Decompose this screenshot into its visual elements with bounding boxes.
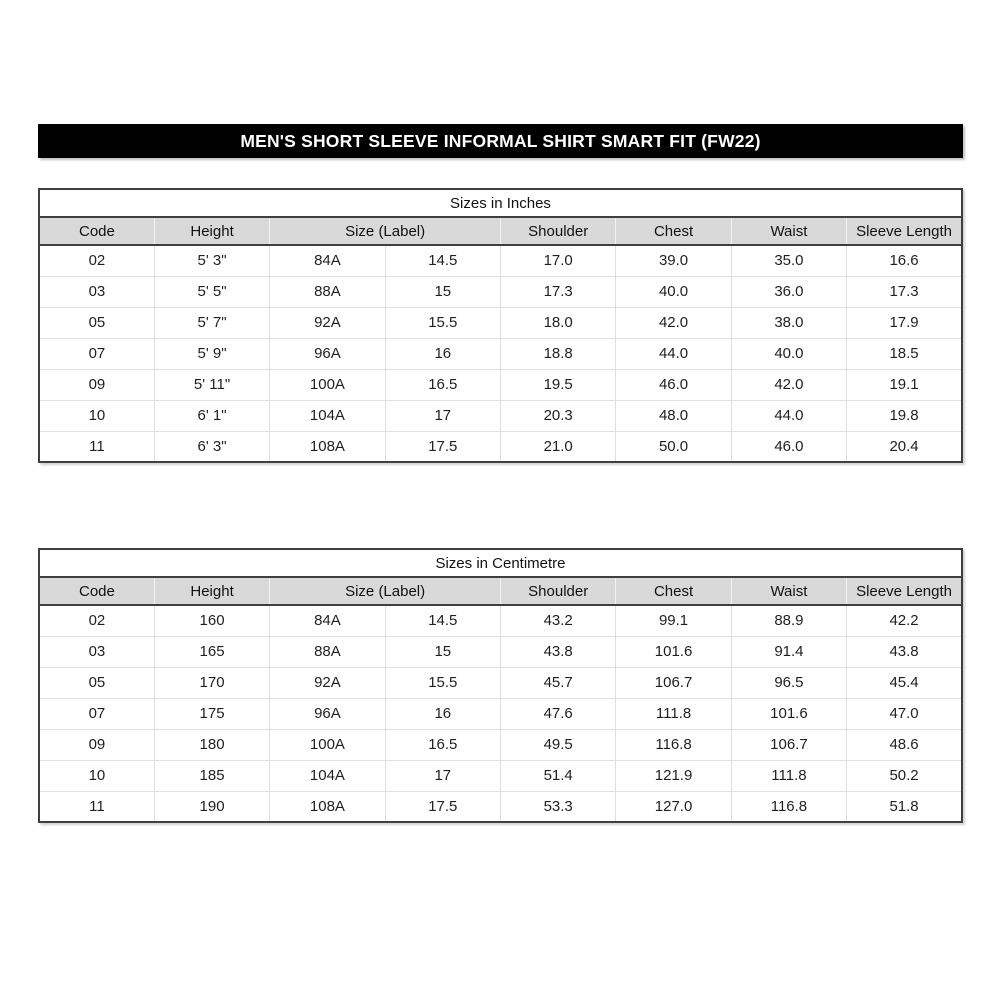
cell: 43.8	[501, 636, 616, 667]
cell: 116.8	[731, 791, 846, 822]
cell: 11	[39, 431, 154, 462]
cell: 6' 1"	[154, 400, 269, 431]
cell: 111.8	[731, 760, 846, 791]
cell: 42.2	[847, 605, 962, 636]
cell: 45.7	[501, 667, 616, 698]
cell: 05	[39, 307, 154, 338]
cell: 49.5	[501, 729, 616, 760]
column-header-height: Height	[154, 217, 269, 245]
cell: 96.5	[731, 667, 846, 698]
cell: 17.5	[385, 431, 500, 462]
cell: 17	[385, 400, 500, 431]
cell: 19.8	[847, 400, 962, 431]
cell: 42.0	[731, 369, 846, 400]
cell: 47.0	[847, 698, 962, 729]
table-body	[39, 245, 962, 462]
cell: 104A	[270, 760, 385, 791]
cell: 106.7	[731, 729, 846, 760]
cell: 5' 11"	[154, 369, 269, 400]
cell: 48.6	[847, 729, 962, 760]
cell: 111.8	[616, 698, 731, 729]
cell: 14.5	[385, 605, 500, 636]
cell: 44.0	[731, 400, 846, 431]
cell: 18.0	[501, 307, 616, 338]
table-row	[39, 729, 962, 760]
cell: 36.0	[731, 276, 846, 307]
cell: 16	[385, 698, 500, 729]
cell: 10	[39, 760, 154, 791]
sizes-in-centimetre-table	[38, 548, 963, 823]
column-header-height: Height	[154, 577, 269, 605]
cell: 19.5	[501, 369, 616, 400]
table-row	[39, 369, 962, 400]
column-header-row	[39, 217, 962, 245]
column-header-waist: Waist	[731, 217, 846, 245]
cell: 38.0	[731, 307, 846, 338]
cell: 101.6	[616, 636, 731, 667]
cell: 108A	[270, 431, 385, 462]
cell: 18.5	[847, 338, 962, 369]
cell: 100A	[270, 729, 385, 760]
table-row	[39, 760, 962, 791]
cell: 88.9	[731, 605, 846, 636]
cell: 47.6	[501, 698, 616, 729]
cell: 20.4	[847, 431, 962, 462]
sizes-in-inches-table	[38, 188, 963, 463]
cell: 20.3	[501, 400, 616, 431]
cell: 53.3	[501, 791, 616, 822]
column-header-code: Code	[39, 577, 154, 605]
cell: 44.0	[616, 338, 731, 369]
table-row	[39, 307, 962, 338]
cell: 03	[39, 636, 154, 667]
cell: 50.2	[847, 760, 962, 791]
cell: 17.0	[501, 245, 616, 276]
cell: 16	[385, 338, 500, 369]
cell: 17.3	[501, 276, 616, 307]
cell: 116.8	[616, 729, 731, 760]
cell: 19.1	[847, 369, 962, 400]
cell: 43.8	[847, 636, 962, 667]
cell: 51.4	[501, 760, 616, 791]
cell: 84A	[270, 605, 385, 636]
table-title-row	[39, 189, 962, 217]
cell: 88A	[270, 636, 385, 667]
cell: 43.2	[501, 605, 616, 636]
cell: 21.0	[501, 431, 616, 462]
column-header-shoulder: Shoulder	[501, 577, 616, 605]
cell: 16.5	[385, 369, 500, 400]
cell: 05	[39, 667, 154, 698]
cell: 108A	[270, 791, 385, 822]
table-row	[39, 338, 962, 369]
cell: 96A	[270, 698, 385, 729]
cell: 42.0	[616, 307, 731, 338]
cell: 02	[39, 245, 154, 276]
column-header-size-label: Size (Label)	[270, 577, 501, 605]
column-header-chest: Chest	[616, 577, 731, 605]
cell: 96A	[270, 338, 385, 369]
cell: 16.5	[385, 729, 500, 760]
cell: 02	[39, 605, 154, 636]
table-row	[39, 698, 962, 729]
cell: 15	[385, 276, 500, 307]
cell: 09	[39, 729, 154, 760]
cell: 18.8	[501, 338, 616, 369]
cell: 15	[385, 636, 500, 667]
cell: 14.5	[385, 245, 500, 276]
cell: 5' 9"	[154, 338, 269, 369]
table-title: Sizes in Centimetre	[39, 549, 962, 577]
cell: 46.0	[616, 369, 731, 400]
cell: 185	[154, 760, 269, 791]
cell: 15.5	[385, 667, 500, 698]
cell: 15.5	[385, 307, 500, 338]
cell: 106.7	[616, 667, 731, 698]
column-header-row	[39, 577, 962, 605]
cell: 5' 5"	[154, 276, 269, 307]
cell: 100A	[270, 369, 385, 400]
table-row	[39, 431, 962, 462]
cell: 17.5	[385, 791, 500, 822]
table-row	[39, 605, 962, 636]
cell: 39.0	[616, 245, 731, 276]
cell: 03	[39, 276, 154, 307]
cell: 6' 3"	[154, 431, 269, 462]
cell: 45.4	[847, 667, 962, 698]
cell: 180	[154, 729, 269, 760]
cell: 127.0	[616, 791, 731, 822]
cell: 5' 3"	[154, 245, 269, 276]
column-header-sleeve-length: Sleeve Length	[847, 217, 962, 245]
cell: 40.0	[616, 276, 731, 307]
cell: 16.6	[847, 245, 962, 276]
cell: 07	[39, 338, 154, 369]
page-title: MEN'S SHORT SLEEVE INFORMAL SHIRT SMART FIT (FW22)	[38, 124, 963, 158]
inches-size-table	[38, 188, 963, 463]
column-header-waist: Waist	[731, 577, 846, 605]
cell: 104A	[270, 400, 385, 431]
cell: 170	[154, 667, 269, 698]
cell: 07	[39, 698, 154, 729]
table-row	[39, 667, 962, 698]
table-row	[39, 245, 962, 276]
cell: 92A	[270, 667, 385, 698]
cell: 11	[39, 791, 154, 822]
cell: 91.4	[731, 636, 846, 667]
centimetre-size-table	[38, 548, 963, 823]
cell: 99.1	[616, 605, 731, 636]
cell: 190	[154, 791, 269, 822]
cell: 48.0	[616, 400, 731, 431]
cell: 17.9	[847, 307, 962, 338]
column-header-chest: Chest	[616, 217, 731, 245]
cell: 175	[154, 698, 269, 729]
table-row	[39, 400, 962, 431]
column-header-shoulder: Shoulder	[501, 217, 616, 245]
table-title-row	[39, 549, 962, 577]
cell: 5' 7"	[154, 307, 269, 338]
cell: 10	[39, 400, 154, 431]
column-header-sleeve-length: Sleeve Length	[847, 577, 962, 605]
column-header-code: Code	[39, 217, 154, 245]
cell: 17.3	[847, 276, 962, 307]
cell: 17	[385, 760, 500, 791]
cell: 09	[39, 369, 154, 400]
cell: 160	[154, 605, 269, 636]
table-row	[39, 276, 962, 307]
cell: 50.0	[616, 431, 731, 462]
cell: 46.0	[731, 431, 846, 462]
cell: 35.0	[731, 245, 846, 276]
table-body	[39, 605, 962, 822]
cell: 40.0	[731, 338, 846, 369]
cell: 88A	[270, 276, 385, 307]
table-title: Sizes in Inches	[39, 189, 962, 217]
cell: 51.8	[847, 791, 962, 822]
cell: 84A	[270, 245, 385, 276]
cell: 121.9	[616, 760, 731, 791]
column-header-size-label: Size (Label)	[270, 217, 501, 245]
cell: 92A	[270, 307, 385, 338]
cell: 101.6	[731, 698, 846, 729]
table-row	[39, 791, 962, 822]
cell: 165	[154, 636, 269, 667]
table-row	[39, 636, 962, 667]
